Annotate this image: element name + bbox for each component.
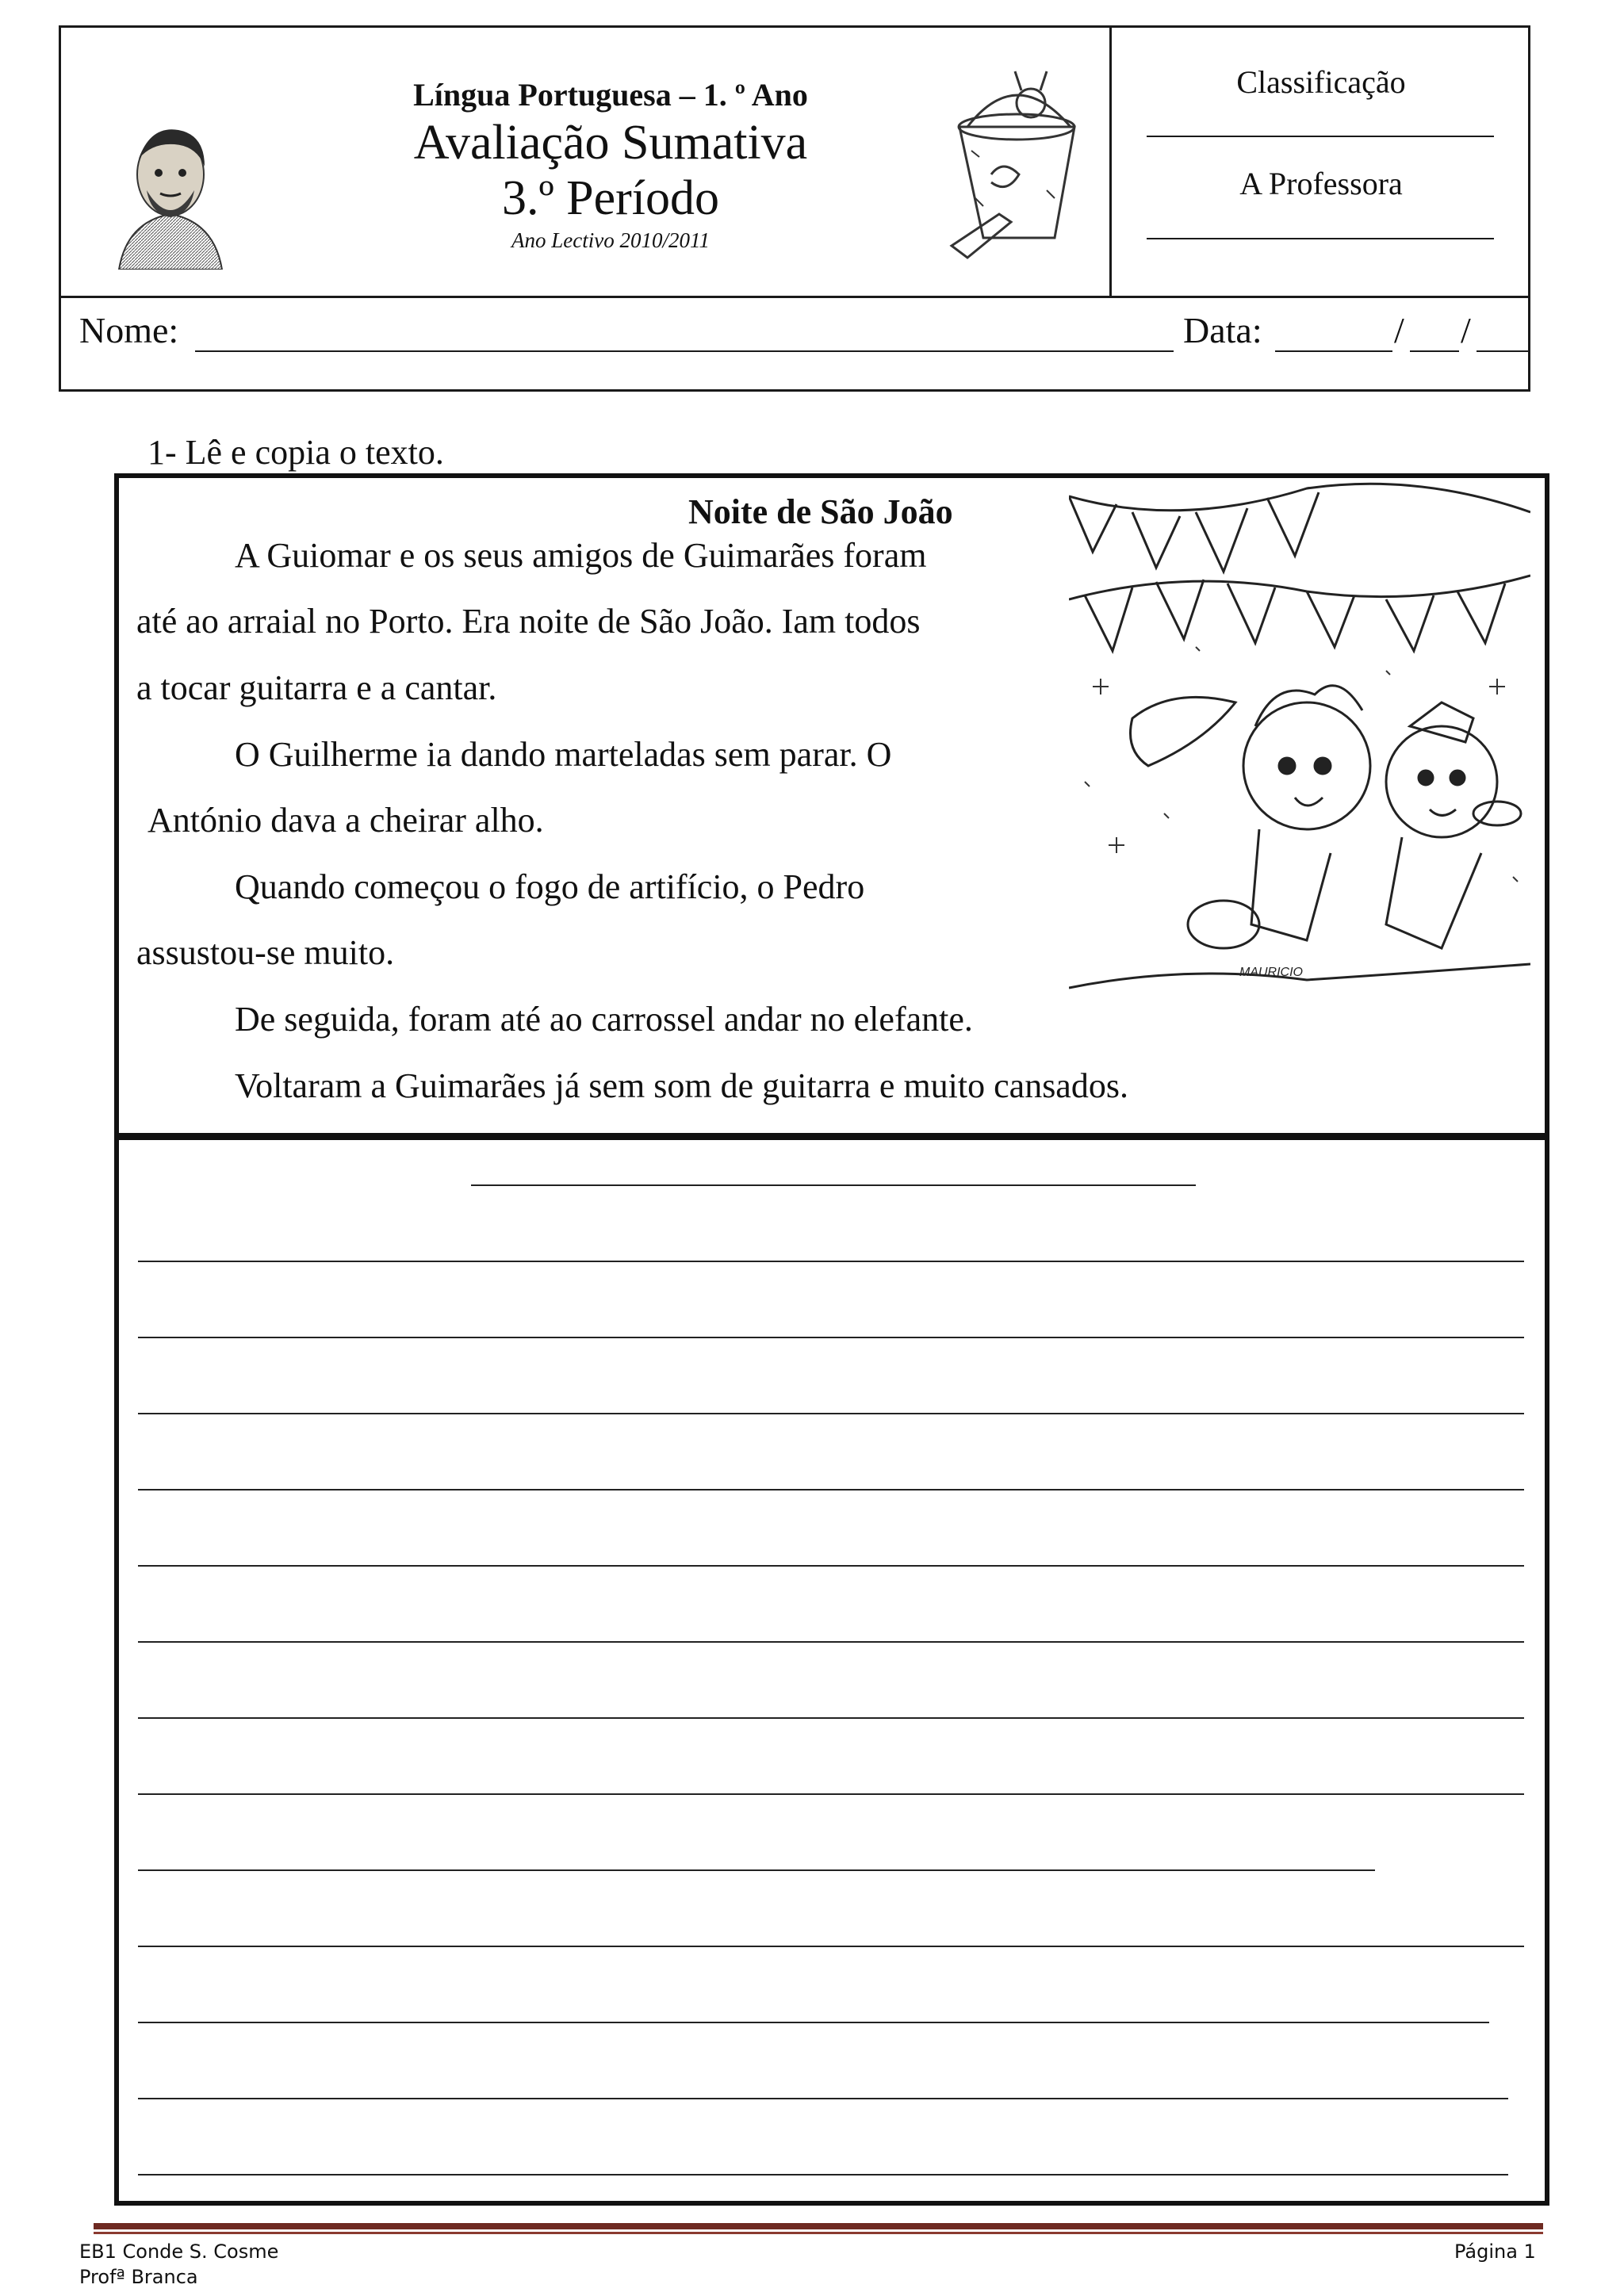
story-line: O Guilherme ia dando marteladas sem parar. O [235, 735, 892, 774]
writing-line[interactable] [138, 2022, 1489, 2023]
writing-line[interactable] [138, 1565, 1524, 1567]
footer-teacher: Profª Branca [79, 2266, 198, 2288]
writing-line[interactable] [138, 2174, 1508, 2175]
school-year: Ano Lectivo 2010/2011 [511, 228, 710, 252]
name-field[interactable] [195, 350, 1174, 352]
story-line: A Guiomar e os seus amigos de Guimarães foram [235, 536, 927, 575]
story-line: Voltaram a Guimarães já sem som de guitarra e muito cansados. [235, 1066, 1128, 1105]
writing-line[interactable] [138, 1869, 1375, 1871]
date-month-field[interactable] [1410, 350, 1459, 352]
teacher-signature-line[interactable] [1147, 238, 1494, 239]
footer-rule [94, 2223, 1543, 2229]
writing-line[interactable] [138, 1261, 1524, 1262]
teacher-label: A Professora [1239, 166, 1403, 201]
story-line: a tocar guitarra e a cantar. [136, 668, 497, 707]
festival-illustration [1069, 480, 1530, 996]
story-line: De seguida, foram até ao carrossel andar no elefante. [235, 1000, 973, 1039]
classification-label: Classificação [1236, 64, 1406, 100]
author-portrait-image [103, 111, 238, 270]
assessment-title: Avaliação Sumativa [413, 116, 808, 170]
story-line: até ao arraial no Porto. Era noite de São João. Iam todos [136, 602, 921, 641]
date-separator: / [1461, 310, 1471, 350]
writing-box [114, 1135, 1549, 2206]
header-divider [59, 296, 1530, 298]
footer-school: EB1 Conde S. Cosme [79, 2241, 279, 2263]
footer-page-number: Página 1 [1454, 2241, 1536, 2263]
period-title: 3.º Período [501, 171, 720, 225]
story-title: Noite de São João [688, 492, 953, 531]
date-day-field[interactable] [1275, 350, 1392, 352]
footer-rule-thin [94, 2232, 1543, 2234]
name-label: Nome: [79, 310, 179, 350]
story-line: Quando começou o fogo de artifício, o Pedro [235, 867, 865, 906]
writing-title-line[interactable] [471, 1184, 1196, 1186]
exercise-instruction: 1- Lê e copia o texto. [147, 433, 444, 472]
writing-line[interactable] [138, 1717, 1524, 1719]
date-label: Data: [1183, 310, 1262, 350]
illustration-signature: MAURICIO [1239, 966, 1303, 979]
writing-line[interactable] [138, 1793, 1524, 1795]
date-year-field[interactable] [1477, 350, 1530, 352]
story-line: António dava a cheirar alho. [147, 801, 544, 840]
writing-line[interactable] [138, 1413, 1524, 1414]
subject-label: Língua Portuguesa – 1. º Ano [413, 77, 808, 113]
writing-line[interactable] [138, 1337, 1524, 1338]
story-line: assustou-se muito. [136, 933, 395, 972]
bucket-image [928, 55, 1102, 262]
writing-line[interactable] [138, 2098, 1508, 2099]
date-separator: / [1394, 310, 1404, 350]
writing-line[interactable] [138, 1946, 1524, 1947]
writing-line[interactable] [138, 1641, 1524, 1643]
writing-line[interactable] [138, 1489, 1524, 1490]
classification-line[interactable] [1147, 136, 1494, 137]
